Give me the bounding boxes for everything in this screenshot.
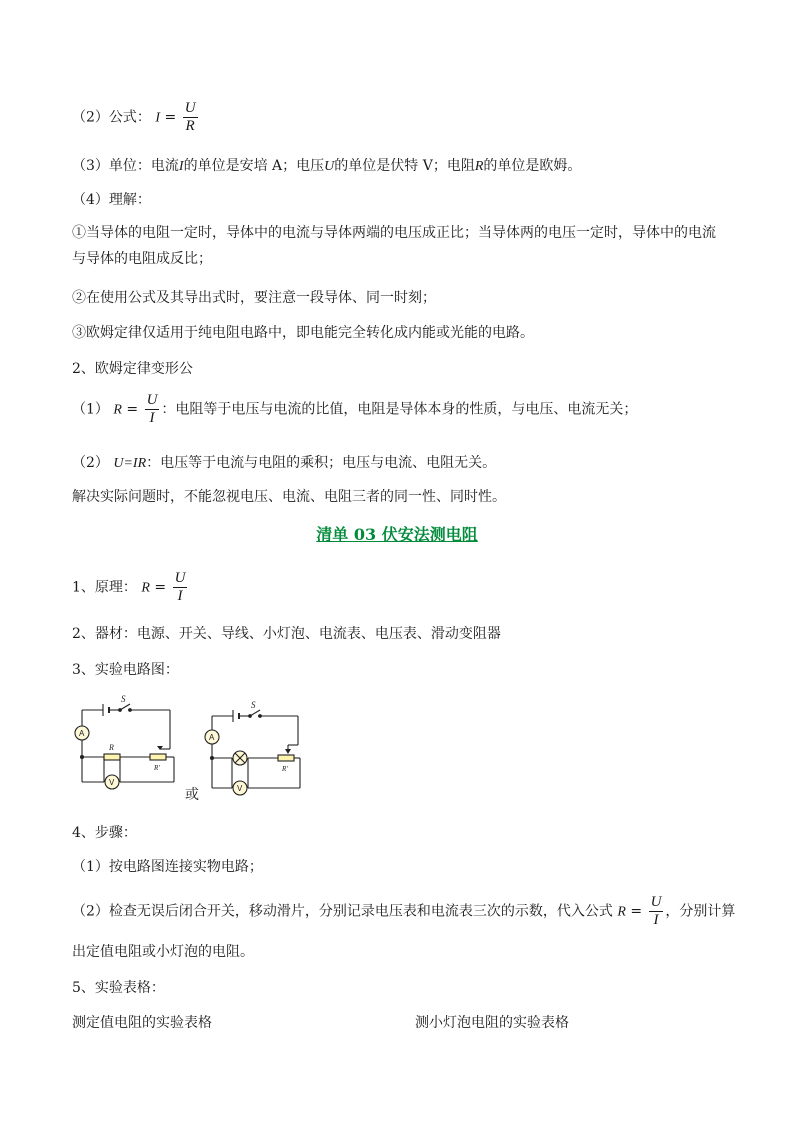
junction-dot xyxy=(81,756,84,759)
principle-lhs: R xyxy=(141,580,150,596)
wires xyxy=(212,716,300,788)
steps-heading: 4、步骤： xyxy=(72,825,137,841)
understanding-point-3: ③欧姆定律仅适用于纯电阻电路中，即电能完全转化成内能或光能的电路。 xyxy=(72,325,534,341)
variant-2-formula: U=IR xyxy=(113,456,147,471)
battery-icon xyxy=(233,710,239,722)
junction-dot xyxy=(211,757,214,760)
units-text-4: 的单位是欧姆。 xyxy=(483,158,582,174)
section-heading xyxy=(0,522,794,545)
table-heading: 5、实验表格： xyxy=(72,980,165,996)
circuit-diagram-label: 3、实验电路图： xyxy=(72,662,179,678)
circuit-diagram-resistor xyxy=(70,694,182,796)
formula-prefix: （2）公式： xyxy=(72,109,151,126)
switch-label: S xyxy=(251,700,256,710)
units-line xyxy=(72,155,581,175)
understanding-heading: （4）理解： xyxy=(72,192,151,208)
formula-fraction xyxy=(183,100,198,135)
units-var-u: U xyxy=(324,159,335,174)
rheostat-icon xyxy=(150,746,170,760)
variant-2-prefix: （2） xyxy=(72,455,109,471)
units-text-2: 的单位是安培 A；电压 xyxy=(183,158,325,174)
units-text-1: （3）单位：电流 xyxy=(72,158,179,174)
ammeter-label: A xyxy=(209,733,215,742)
principle-prefix: 1、原理： xyxy=(72,579,137,596)
circuit-diagram-bulb xyxy=(200,700,312,798)
step-1: （1）按电路图连接实物电路； xyxy=(72,859,263,875)
switch-label: S xyxy=(121,694,126,704)
fraction-denominator: I xyxy=(653,912,659,928)
rheostat-icon xyxy=(278,745,298,761)
step-2-continued: 出定值电阻或小灯泡的电阻。 xyxy=(72,944,254,960)
units-text-3: 的单位是伏特 V；电阻 xyxy=(334,158,475,174)
equipment-line: 2、器材：电源、开关、导线、小灯泡、电流表、电压表、滑动变阻器 xyxy=(72,626,501,642)
table-title-resistor: 测定值电阻的实验表格 xyxy=(72,1015,212,1031)
formula-line xyxy=(72,100,200,135)
battery-icon xyxy=(103,704,109,716)
step-2 xyxy=(72,894,735,929)
step-2-text-1: （2）检查无误后闭合开关，移动滑片，分别记录电压表和电流表三次的示数，代入公式 xyxy=(72,903,613,920)
variant-2-text: ：电压等于电流与电阻的乘积；电压与电流、电阻无关。 xyxy=(146,455,497,471)
fraction-numerator: U xyxy=(146,392,158,408)
section-heading-text: 清单 03 伏安法测电阻 xyxy=(316,525,478,544)
voltmeter-label: V xyxy=(109,778,115,787)
units-var-i: I xyxy=(178,159,184,174)
switch-icon xyxy=(119,704,132,711)
fraction-numerator: U xyxy=(174,570,186,586)
variant-formula-2 xyxy=(72,452,496,472)
step-2-lhs: R xyxy=(617,904,626,920)
table-title-bulb: 测小灯泡电阻的实验表格 xyxy=(415,1015,569,1031)
step-2-text-2: ，分别计算 xyxy=(665,903,736,920)
variant-1-prefix: （1） xyxy=(72,401,109,418)
rheostat-label: R' xyxy=(154,764,160,772)
principle-eq: = xyxy=(154,579,167,596)
practical-note: 解决实际问题时，不能忽视电压、电流、电阻三者的同一性、同时性。 xyxy=(72,489,506,505)
rheostat-label: R' xyxy=(282,765,288,773)
resistor-label: R xyxy=(109,743,114,752)
units-var-r: R xyxy=(474,159,484,174)
switch-icon xyxy=(249,710,262,717)
variant-1-fraction xyxy=(145,392,160,427)
formula-lhs: I xyxy=(155,110,161,126)
variant-1-eq: = xyxy=(126,401,139,418)
fraction-denominator: I xyxy=(177,588,183,604)
ammeter-label: A xyxy=(79,729,85,738)
variant-formula-1 xyxy=(72,392,637,427)
fraction-numerator: U xyxy=(184,100,196,116)
step-2-fraction xyxy=(649,894,664,929)
understanding-point-2: ②在使用公式及其导出式时，要注意一段导体、同一时刻； xyxy=(72,290,436,306)
fraction-denominator: I xyxy=(149,410,155,426)
or-text: 或 xyxy=(185,787,199,803)
fraction-numerator: U xyxy=(650,894,662,910)
variant-1-text: ：电阻等于电压与电流的比值，电阻是导体本身的性质，与电压、电流无关； xyxy=(161,401,638,418)
variant-formula-heading: 2、欧姆定律变形公 xyxy=(72,361,193,377)
bulb-icon xyxy=(233,751,247,765)
understanding-point-1: ①当导体的电阻一定时，导体中的电流与导体两端的电压成正比；当导体两的电压一定时，导体中的电流与导体的电阻成反比； xyxy=(72,225,716,267)
step-2-eq: = xyxy=(630,903,643,920)
voltmeter-label: V xyxy=(237,784,243,793)
variant-1-lhs: R xyxy=(113,402,122,418)
principle-fraction xyxy=(173,570,188,605)
fraction-denominator: R xyxy=(185,118,195,134)
formula-eq: = xyxy=(164,109,177,126)
principle-line xyxy=(72,570,189,605)
resistor-icon xyxy=(104,754,120,760)
